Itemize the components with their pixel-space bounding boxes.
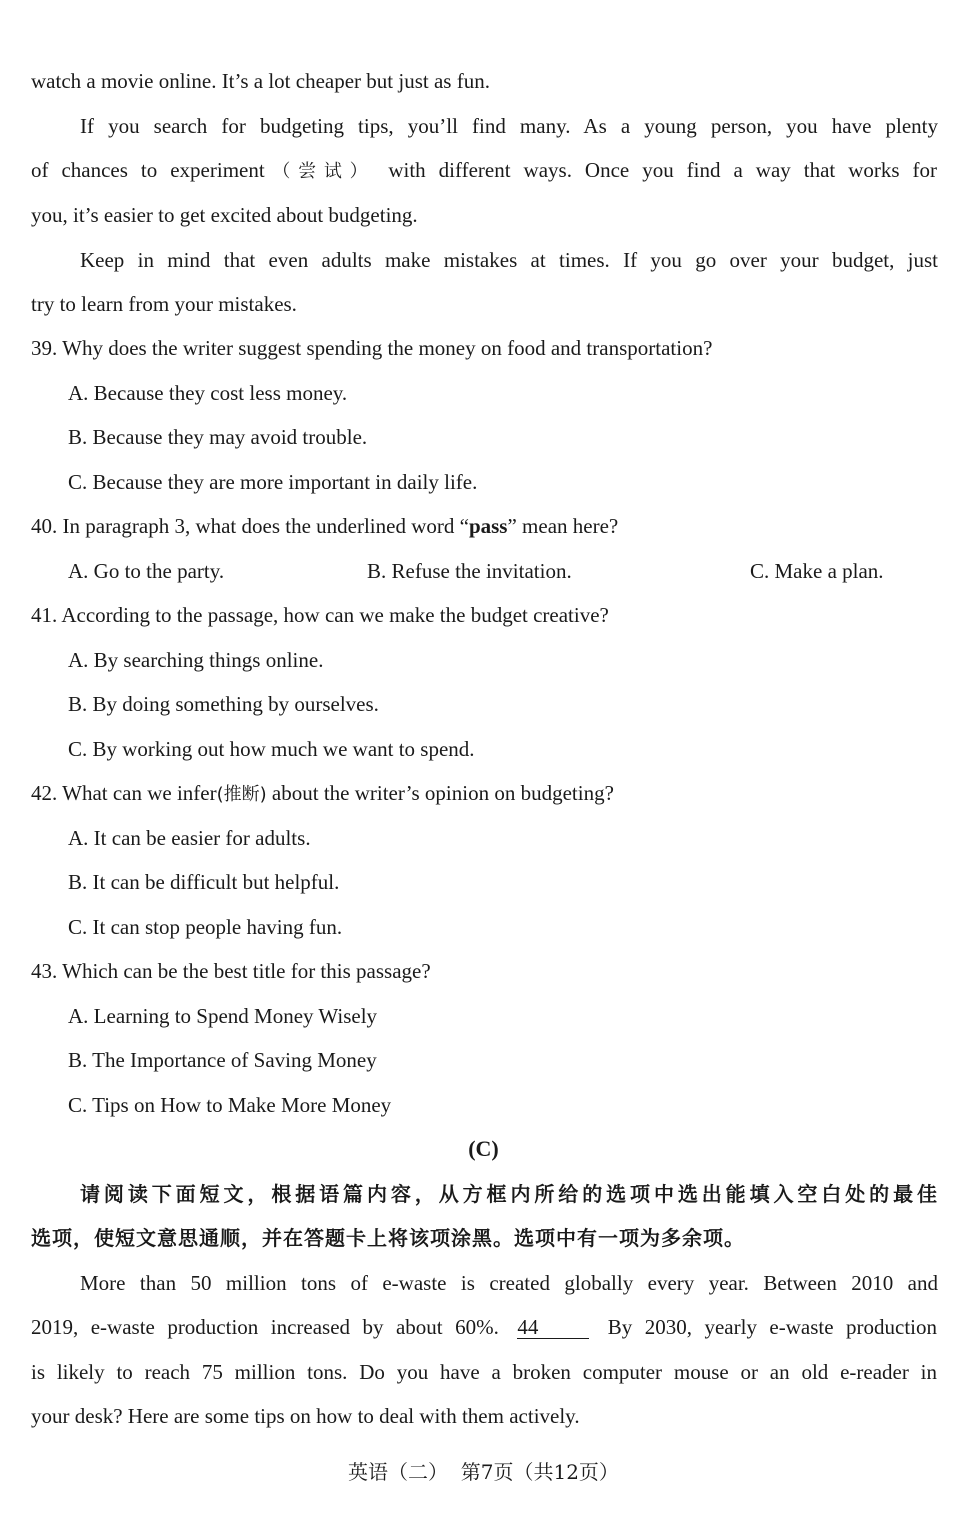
passage-line: try to learn from your mistakes. — [31, 292, 297, 316]
question-40-stem — [31, 511, 618, 541]
answer-blank-44: 44 — [517, 1316, 589, 1339]
question-40-option-c: C. Make a plan. — [750, 559, 884, 583]
question-40-keyword: pass — [468, 514, 508, 538]
question-41-option-c: C. By working out how much we want to spend. — [68, 737, 475, 761]
question-40-option-b: B. Refuse the invitation. — [367, 559, 572, 583]
passage-c-line: is likely to reach 75 million tons. Do you have a broken computer mouse or an old e-reader in — [31, 1360, 937, 1384]
question-42-option-c: C. It can stop people having fun. — [68, 915, 343, 939]
passage-line: watch a movie online. It’s a lot cheaper but just as fun. — [31, 69, 490, 93]
question-42-option-a: A. It can be easier for adults. — [68, 826, 311, 850]
passage-text: of chances to experiment — [31, 158, 265, 182]
question-41-option-a: A. By searching things online. — [68, 648, 324, 672]
passage-text: 2019, e-waste production increased by about 60%. — [31, 1315, 499, 1339]
question-41-option-b: B. By doing something by ourselves. — [68, 692, 379, 716]
passage-text: By 2030, yearly e-waste production — [607, 1315, 938, 1339]
question-42-stem-text: 42. What can we infer — [31, 781, 217, 805]
chinese-gloss: (推断) — [216, 784, 267, 805]
passage-c-line: your desk? Here are some tips on how to deal with them actively. — [31, 1404, 580, 1428]
passage-line: If you search for budgeting tips, you’ll find many. As a young person, you have plenty — [80, 114, 938, 138]
passage-c-line — [31, 1312, 937, 1342]
question-43-option-c: C. Tips on How to Make More Money — [68, 1093, 392, 1117]
question-43-stem: 43. Which can be the best title for this passage? — [31, 959, 431, 983]
question-42-stem — [31, 778, 614, 810]
passage-line — [31, 155, 937, 187]
question-39-stem: 39. Why does the writer suggest spending the money on food and transportation? — [31, 336, 713, 360]
passage-line: you, it’s easier to get excited about budgeting. — [31, 203, 418, 227]
question-41-stem: 41. According to the passage, how can we make the budget creative? — [31, 603, 609, 627]
section-c-instruction: 请阅读下面短文，根据语篇内容，从方框内所给的选项中选出能填入空白处的最佳 — [80, 1182, 938, 1206]
chinese-gloss: （尝试） — [264, 161, 376, 182]
question-40-stem-text: ” mean here? — [507, 514, 619, 538]
question-39-option-a: A. Because they cost less money. — [68, 381, 348, 405]
question-43-option-b: B. The Importance of Saving Money — [68, 1048, 377, 1072]
question-40-option-a: A. Go to the party. — [68, 559, 225, 583]
section-c-instruction: 选项，使短文意思通顺，并在答题卡上将该项涂黑。选项中有一项为多余项。 — [31, 1226, 745, 1250]
passage-line: Keep in mind that even adults make mistakes at times. If you go over your budget, just — [80, 248, 938, 272]
question-39-option-c: C. Because they are more important in daily life. — [68, 470, 478, 494]
question-40-stem-text: 40. In paragraph 3, what does the underlined word “ — [31, 514, 469, 538]
page-footer: 英语（二） 第7页（共12页） — [348, 1460, 619, 1484]
section-c-title: (C) — [468, 1136, 499, 1161]
question-39-option-b: B. Because they may avoid trouble. — [68, 425, 368, 449]
question-42-stem-text: about the writer’s opinion on budgeting? — [266, 781, 614, 805]
passage-c-line: More than 50 million tons of e-waste is created globally every year. Between 2010 and — [80, 1271, 938, 1295]
passage-text: with different ways. Once you find a way that works for — [388, 158, 938, 182]
question-43-option-a: A. Learning to Spend Money Wisely — [68, 1004, 378, 1028]
question-42-option-b: B. It can be difficult but helpful. — [68, 870, 340, 894]
